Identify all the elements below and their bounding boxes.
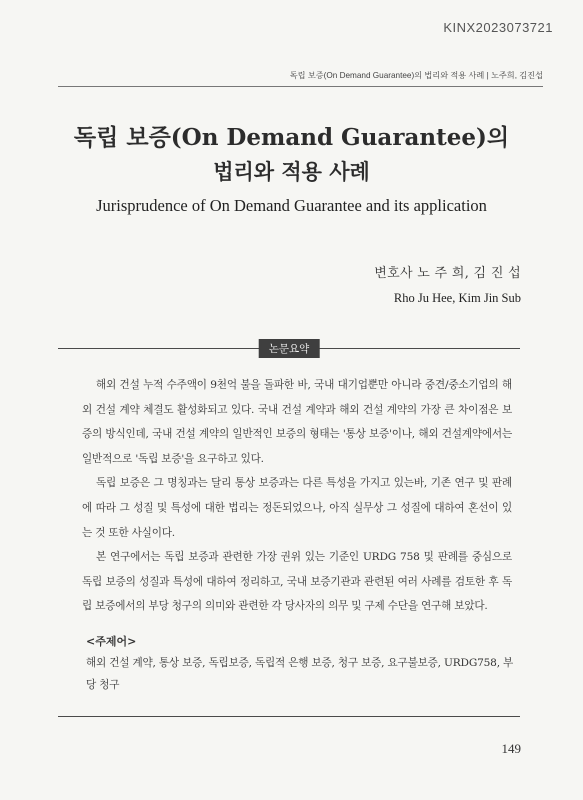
abstract-paragraph: 독립 보증은 그 명칭과는 달리 통상 보증과는 다른 특성을 가지고 있는바, 기존 연구 및 판례에 따라 그 성질 및 특성에 대한 법리는 정돈되었으나, 아직 실무상 그 성질에 대하여 혼선이 있는 것 또한 사실이다. bbox=[82, 477, 512, 539]
title-english: Jurisprudence of On Demand Guarantee and its application bbox=[96, 196, 487, 215]
abstract-paragraph: 본 연구에서는 독립 보증과 관련한 가장 권위 있는 기준인 URDG 758 및 판례를 중심으로 독립 보증의 성질과 특성에 대하여 정리하고, 국내 보증기관과 관련된 여러 사례를 검토한 후 독립 보증에서의 부당 청구의 의미와 관련한 각 당사자의 의무 및 구제 수단을 연구해 보았다. bbox=[82, 551, 512, 613]
title-korean-line-2: 법리와 적용 사례 bbox=[213, 159, 370, 184]
abstract-body bbox=[82, 373, 512, 619]
keywords-heading: <주제어> bbox=[86, 635, 137, 648]
document-id: KINX2023073721 bbox=[443, 20, 553, 35]
abstract-label: 논문요약 bbox=[259, 339, 320, 358]
title-korean-line-1: 독립 보증(On Demand Guarantee)의 bbox=[73, 124, 510, 151]
authors-korean: 변호사 노 주 희, 김 진 섭 bbox=[374, 266, 521, 281]
running-header: 독립 보증(On Demand Guarantee)의 법리와 적용 사례 | 노주희, 김진섭 bbox=[289, 71, 543, 80]
authors-english: Rho Ju Hee, Kim Jin Sub bbox=[393, 291, 521, 305]
page-number: 149 bbox=[501, 741, 521, 756]
header-divider bbox=[58, 86, 543, 87]
keywords-list: 해외 건설 계약, 통상 보증, 독립보증, 독립적 은행 보증, 청구 보증, 요구불보증, URDG758, 부당 청구 bbox=[86, 657, 514, 691]
abstract-paragraph: 해외 건설 누적 수주액이 9천억 불을 돌파한 바, 국내 대기업뿐만 아니라 중견/중소기업의 해외 건설 계약 체결도 활성화되고 있다. 국내 건설 계약과 해외 건설 계약의 가장 큰 차이점은 보증의 방식인데, 국내 건설 계약의 일반적인 보증의 형태는 '통상 보증'이나, 해외 건설계약에서는 일반적으로 '독립 보증'을 요구하고 있다. bbox=[82, 379, 512, 465]
